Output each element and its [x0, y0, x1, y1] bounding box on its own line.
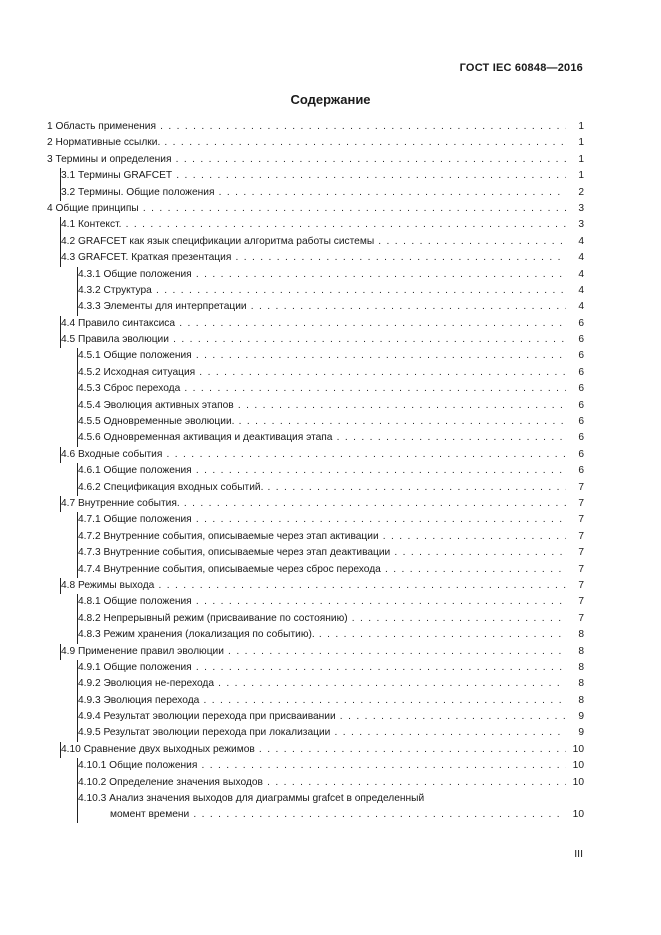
toc-entry-page: 8 — [578, 661, 584, 673]
toc-entry-title: 4.9 Применение правил эволюции . . . — [61, 644, 566, 660]
toc-entry-page: 7 — [578, 596, 584, 608]
toc-entry[interactable] — [77, 775, 584, 791]
toc-entry-title: 4.7.2 Внутренние события, описываемые через этап активации . . . — [78, 529, 566, 545]
toc-entry-title: 4.3.2 Структура . . . — [78, 283, 566, 299]
toc-entry-title: 4 Общие принципы . . . — [47, 201, 566, 217]
toc-entry-title: 4.7.4 Внутренние события, описываемые через сброс перехода . . . — [78, 562, 566, 578]
toc-entry-title: 4.5.4 Эволюция активных этапов . . . — [78, 398, 566, 414]
toc-entry-page: 6 — [578, 317, 584, 329]
table-of-contents — [47, 119, 584, 823]
toc-entry[interactable] — [60, 742, 584, 758]
toc-entry-page: 7 — [578, 497, 584, 509]
toc-entry[interactable] — [77, 611, 584, 627]
toc-entry[interactable] — [77, 676, 584, 692]
toc-entry-title: 4.6.1 Общие положения . . . — [78, 463, 566, 479]
toc-entry[interactable] — [47, 201, 584, 217]
toc-entry[interactable] — [47, 119, 584, 135]
toc-entry-title: 1 Область применения . . . — [47, 119, 566, 135]
toc-entry-title: 4.5.5 Одновременные эволюции. . . . — [78, 414, 566, 430]
toc-entry-title: 4.8 Режимы выхода . . . — [61, 578, 566, 594]
toc-entry-page: 3 — [578, 219, 584, 231]
toc-entry-page: 4 — [578, 252, 584, 264]
toc-entry[interactable] — [77, 381, 584, 397]
toc-entry-title: 4.10 Сравнение двух выходных режимов . . . — [61, 742, 566, 758]
document-id: ГОСТ IEC 60848—2016 — [459, 62, 583, 74]
toc-entry[interactable] — [60, 496, 584, 512]
toc-entry[interactable] — [77, 480, 584, 496]
toc-entry-page: 6 — [578, 383, 584, 395]
toc-entry[interactable] — [77, 758, 584, 774]
toc-entry-page: 1 — [578, 170, 584, 182]
toc-entry[interactable] — [60, 316, 584, 332]
toc-entry-page: 6 — [578, 416, 584, 428]
toc-entry[interactable] — [77, 283, 584, 299]
toc-entry[interactable] — [60, 168, 584, 184]
toc-entry-title: 4.9.2 Эволюция не-перехода . . . — [78, 676, 566, 692]
toc-entry-title: 4.5 Правила эволюции . . . — [61, 332, 566, 348]
toc-entry-page: 7 — [578, 530, 584, 542]
toc-entry[interactable] — [60, 234, 584, 250]
toc-entry-title: 3.1 Термины GRAFCET . . . — [61, 168, 566, 184]
toc-entry-title: 4.4 Правило синтаксиса . . . — [61, 316, 566, 332]
toc-entry[interactable] — [77, 267, 584, 283]
toc-entry-page: 7 — [578, 563, 584, 575]
toc-entry-page: 6 — [578, 432, 584, 444]
toc-entry[interactable] — [60, 332, 584, 348]
toc-entry-title: 4.8.3 Режим хранения (локализация по событию). . . . — [78, 627, 566, 643]
toc-entry-page: 6 — [578, 350, 584, 362]
toc-entry-page: 6 — [578, 399, 584, 411]
page-title: Содержание — [290, 92, 371, 107]
toc-entry[interactable] — [77, 594, 584, 610]
toc-entry-title: 4.9.1 Общие положения . . . — [78, 660, 566, 676]
toc-entry-page: 7 — [578, 481, 584, 493]
toc-entry-title: 4.5.3 Сброс перехода . . . — [78, 381, 566, 397]
toc-entry-title: 4.7.3 Внутренние события, описываемые через этап деактивации . . . — [78, 545, 566, 561]
toc-entry-page: 4 — [578, 301, 584, 313]
toc-entry-title: 4.5.2 Исходная ситуация . . . — [78, 365, 566, 381]
toc-entry-page: 10 — [572, 776, 584, 788]
toc-entry-page: 9 — [578, 711, 584, 723]
page-number: III — [574, 848, 583, 860]
toc-entry[interactable] — [77, 693, 584, 709]
toc-entry-page: 6 — [578, 448, 584, 460]
toc-entry-title: 3.2 Термины. Общие положения . . . — [61, 185, 566, 201]
toc-entry-page: 7 — [578, 579, 584, 591]
toc-entry-page: 3 — [578, 202, 584, 214]
toc-entry-title: 4.1 Контекст. . . . — [61, 217, 566, 233]
toc-entry-page: 6 — [578, 366, 584, 378]
toc-entry-title: 4.7 Внутренние события. . . . — [61, 496, 566, 512]
toc-entry[interactable] — [77, 299, 584, 315]
toc-entry-title: 2 Нормативные ссылки. . . . — [47, 135, 566, 151]
toc-entry-page: 10 — [572, 760, 584, 772]
toc-entry-page: 8 — [578, 645, 584, 657]
toc-entry[interactable] — [77, 725, 584, 741]
toc-entry-title: 4.2 GRAFCET как язык спецификации алгоритма работы системы . . . — [61, 234, 566, 250]
toc-entry-page: 10 — [572, 809, 584, 821]
toc-entry-title: 4.9.5 Результат эволюции перехода при локализации . . . — [78, 725, 566, 741]
toc-entry-page: 6 — [578, 465, 584, 477]
toc-entry[interactable] — [77, 562, 584, 578]
toc-entry[interactable] — [60, 217, 584, 233]
toc-entry[interactable] — [77, 709, 584, 725]
toc-entry-title: 4.5.1 Общие положения . . . — [78, 348, 566, 364]
toc-entry-title: 4.9.3 Эволюция перехода . . . — [78, 693, 566, 709]
toc-entry-page: 10 — [572, 743, 584, 755]
toc-entry-title: 4.10.3 Анализ значения выходов для диаграммы grafcet в определенный — [78, 793, 425, 805]
toc-entry[interactable] — [47, 152, 584, 168]
toc-entry-title: 4.7.1 Общие положения . . . — [78, 512, 566, 528]
toc-entry-page: 1 — [578, 121, 584, 132]
toc-entry-title: 4.6 Входные события . . . — [61, 447, 566, 463]
toc-entry-page: 7 — [578, 612, 584, 624]
toc-entry-page: 8 — [578, 629, 584, 641]
toc-entry[interactable] — [60, 644, 584, 660]
toc-entry-page: 9 — [578, 727, 584, 739]
toc-entry[interactable] — [77, 463, 584, 479]
toc-entry[interactable] — [60, 185, 584, 201]
toc-entry-title: 4.8.2 Непрерывный режим (присваивание по состоянию) . . . — [78, 611, 566, 627]
toc-entry-page: 8 — [578, 678, 584, 690]
toc-entry[interactable] — [60, 447, 584, 463]
toc-entry-page: 4 — [578, 268, 584, 280]
toc-entry-title: 4.10.1 Общие положения . . . — [78, 758, 566, 774]
toc-entry-page: 1 — [578, 153, 584, 165]
toc-entry[interactable] — [77, 348, 584, 364]
toc-entry-page: 4 — [578, 235, 584, 247]
toc-entry-title: 4.10.2 Определение значения выходов . . . — [78, 775, 566, 791]
toc-entry-page: 1 — [578, 137, 584, 149]
toc-entry[interactable] — [77, 414, 584, 430]
toc-entry-page: 8 — [578, 694, 584, 706]
toc-entry-page: 6 — [578, 334, 584, 346]
toc-entry-page: 7 — [578, 547, 584, 559]
toc-entry[interactable] — [77, 529, 584, 545]
toc-entry[interactable] — [60, 250, 584, 266]
toc-entry[interactable] — [77, 627, 584, 643]
toc-entry-title-cont: момент времени . . . — [110, 807, 566, 823]
toc-entry-title: 4.3 GRAFCET. Краткая презентация . . . — [61, 250, 566, 266]
toc-entry[interactable] — [77, 660, 584, 676]
toc-entry[interactable] — [77, 398, 584, 414]
toc-entry[interactable] — [77, 791, 584, 823]
toc-entry-title: 4.8.1 Общие положения . . . — [78, 594, 566, 610]
toc-entry[interactable] — [77, 512, 584, 528]
toc-entry[interactable] — [60, 578, 584, 594]
toc-entry-page: 4 — [578, 284, 584, 296]
toc-entry[interactable] — [77, 430, 584, 446]
toc-entry-page: 2 — [578, 186, 584, 198]
toc-entry[interactable] — [77, 365, 584, 381]
toc-entry[interactable] — [47, 135, 584, 151]
toc-entry[interactable] — [77, 545, 584, 561]
toc-entry-title: 4.3.3 Элементы для интерпретации . . . — [78, 299, 566, 315]
toc-entry-title: 4.5.6 Одновременная активация и деактивация этапа . . . — [78, 430, 566, 446]
toc-entry-page: 7 — [578, 514, 584, 526]
toc-entry-title: 3 Термины и определения . . . — [47, 152, 566, 168]
toc-entry-title: 4.3.1 Общие положения . . . — [78, 267, 566, 283]
toc-entry-title: 4.6.2 Спецификация входных событий. . . . — [78, 480, 566, 496]
toc-entry-title: 4.9.4 Результат эволюции перехода при присваивании . . . — [78, 709, 566, 725]
